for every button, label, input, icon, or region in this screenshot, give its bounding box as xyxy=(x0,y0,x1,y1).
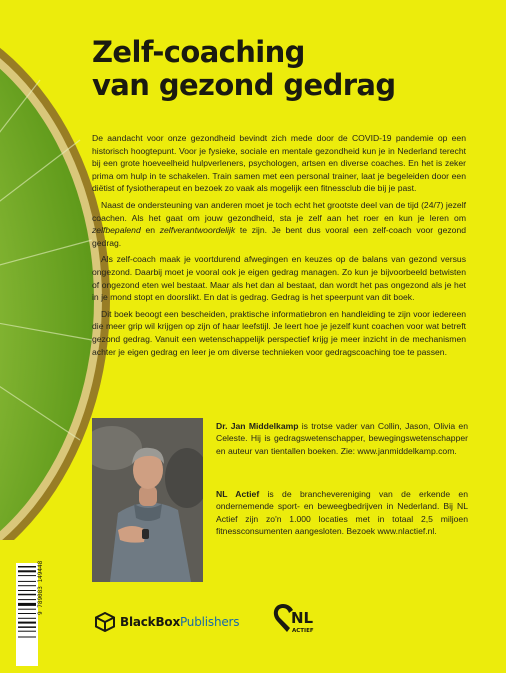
author-bio xyxy=(216,420,468,457)
blurb-p2-text-a: Naast de ondersteuning van anderen moet je toch echt het grootste deel van de tijd (24/7) jezelf coachen. Als het gaat om jouw gezondheid, sta je zelf aan het roer en kun je leren om xyxy=(92,199,466,223)
barcode-bar xyxy=(18,613,36,614)
blurb-paragraph-1: De aandacht voor onze gezondheid bevindt zich mede door de COVID-19 pandemie op een historisch hoogtepunt. Voor je fysieke, sociale en mentale gezondheid kun je in Nederland terecht bij een grote hoeveelheid hulpverleners, psychologen, artsen en diverse coaches. En het is zeker prima om hulp in te schakelen. Train samen met een personal trainer, laat je begeleiden door een diëtist of fysiotherapeut en bezoek zo vaak als mogelijk een fitnessclub die bij je past. xyxy=(92,133,466,194)
author-photo xyxy=(92,418,203,582)
book-title-line-1: Zelf-coaching xyxy=(92,35,305,69)
barcode-bar xyxy=(18,590,36,591)
blurb-paragraph-4: Dit boek beoogt een bescheiden, praktische informatiebron en handleiding te zijn voor iedereen die meer grip wil krijgen op zijn of haar leefstijl. Je leert hoe je jezelf kunt coachen voor wat betreft gezond gedrag. Vanuit een wetenschappelijk perspectief krijg je meer inzicht in de mechanismen achter je eigen gedrag en leer je om diverse technieken voor gedragscoaching toe te passen. xyxy=(92,308,466,357)
blurb-p2-emphasis-2: zelfverantwoordelijk xyxy=(159,225,236,236)
blurb-p2-text-b: en xyxy=(140,225,160,236)
publisher-name-blue: Publishers xyxy=(179,615,240,629)
blurb-paragraph-2 xyxy=(92,199,466,249)
barcode-bar xyxy=(18,575,36,576)
barcode-bar xyxy=(18,609,36,610)
barcode-bar xyxy=(18,570,36,572)
nl-actief-name: NL Actief xyxy=(216,489,260,499)
author-photo-figure xyxy=(92,418,203,582)
blurb-p2-text-c: te zijn. Je bent dus vooral een zelf-coach voor gezond gedrag. xyxy=(92,225,466,248)
publisher-logo xyxy=(94,612,239,632)
nl-logo-sub: ACTIEF xyxy=(292,628,314,634)
barcode-bar xyxy=(18,631,36,632)
nl-actief-logo xyxy=(270,600,320,638)
barcode-bar xyxy=(18,566,36,568)
blurb-paragraph-3: Als zelf-coach maak je voortdurend afwegingen en keuzes op de balans van gezond versus ongezond. Daarbij moet je vooral ook je eigen gedrag managen. Zo kun je bijvoorbeeld betwisten of ongezond eten wel bestaat. Maar als het dan al bestaat, dan wordt het pas ongezond als je het in je mond stopt en doorslikt. En dat is gedrag. Gedrag is het speerpunt van dit boek. xyxy=(92,254,466,303)
blurb-p2-emphasis-1: zelfbepalend xyxy=(92,225,141,236)
nl-actief-bio-text: is de branchevereniging van de erkende en ondernemende sport- en beweegbedrijven in Nederland. Bij NL Actief zijn zo'n 1.000 locaties met in totaal 2,5 miljoen fitnessconsumenten aangesloten. Bezoek www.nlactief.nl. xyxy=(216,489,468,536)
blackbox-cube-icon xyxy=(94,612,116,632)
barcode-bar xyxy=(18,622,36,624)
barcode-number: 9 789083 149448 xyxy=(37,560,44,615)
nl-logo-main: NL xyxy=(291,609,314,627)
author-name: Dr. Jan Middelkamp xyxy=(216,421,299,431)
barcode-bar xyxy=(18,594,36,596)
barcode-bar xyxy=(18,637,36,638)
barcode-bar xyxy=(18,599,36,600)
barcode-bar xyxy=(18,585,36,586)
barcode-bar xyxy=(18,581,36,582)
author-bio-text: is trotse vader van Collin, Jason, Olivia en Celeste. Hij is gedragswetenschapper, bewegingswetenschapper en auteur van tientallen boeken. Zie: www.janmiddelkamp.com. xyxy=(216,421,468,456)
barcode xyxy=(16,563,38,666)
barcode-bar xyxy=(18,626,36,628)
blurb xyxy=(92,132,466,362)
barcode-bar xyxy=(18,603,36,606)
barcode-bar xyxy=(18,618,36,619)
book-title xyxy=(92,36,472,102)
publisher-name-black: BlackBox xyxy=(120,615,180,629)
nl-actief-bio xyxy=(216,488,468,537)
book-title-line-2: van gezond gedrag xyxy=(92,68,396,102)
